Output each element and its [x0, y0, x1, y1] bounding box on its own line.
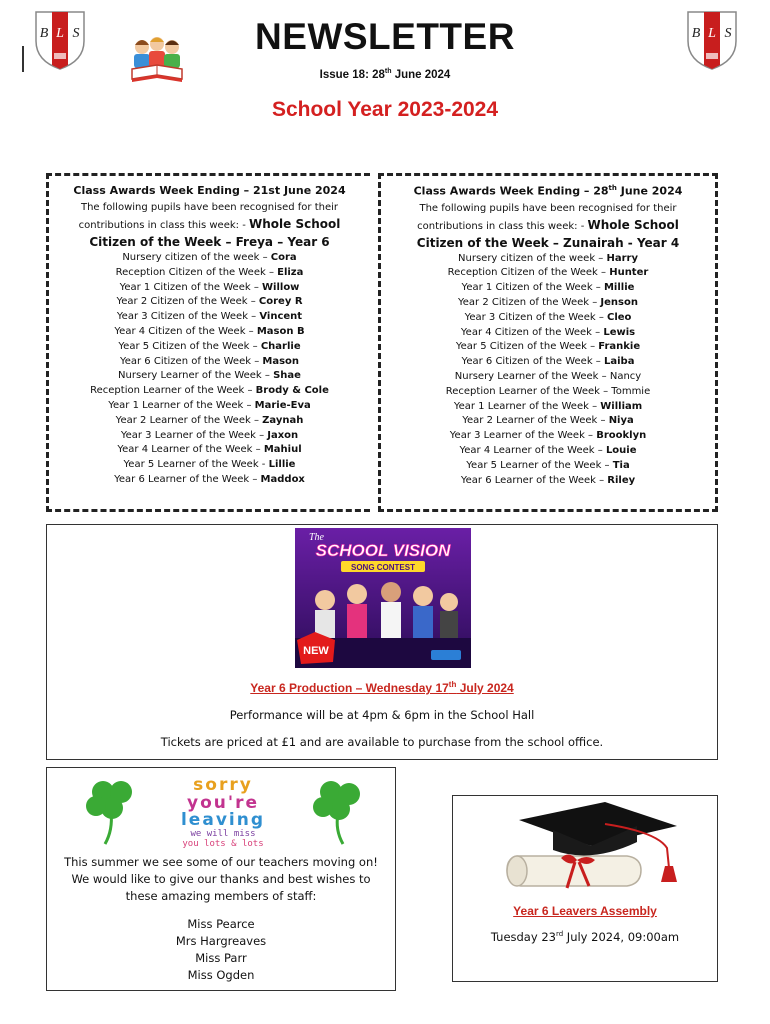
panel-intro-line-2: contributions in class this week: - Whole School [417, 217, 679, 232]
award-line: Year 1 Learner of the Week – William [453, 400, 643, 412]
whole-school-citizen: Citizen of the Week – Zunairah - Year 4 [416, 235, 680, 250]
svg-text:we will miss: we will miss [190, 829, 256, 839]
awards-panel-21-june [46, 173, 370, 512]
award-line: Year 1 Learner of the Week – Marie-Eva [108, 399, 311, 411]
shamrock-icon [86, 781, 132, 844]
svg-text:S: S [72, 26, 80, 41]
award-line: Year 6 Learner of the Week – Riley [460, 474, 636, 486]
svg-text:L: L [56, 26, 64, 41]
svg-text:SONG CONTEST: SONG CONTEST [350, 563, 416, 572]
award-line: Year 5 Learner of the Week – Tia [466, 459, 630, 471]
award-line: Year 1 Citizen of the Week – Millie [461, 282, 635, 294]
award-line: Year 5 Citizen of the Week – Charlie [118, 340, 301, 352]
panel-heading: Class Awards Week Ending – 21st June 2024 [73, 184, 346, 197]
award-line: Year 2 Learner of the Week – Niya [462, 415, 634, 427]
newsletter-title: NEWSLETTER [255, 16, 515, 57]
panel-heading: Class Awards Week Ending – 28th June 2024 [413, 184, 683, 198]
award-line: Year 6 Citizen of the Week – Laiba [461, 356, 635, 368]
awards-list [381, 252, 715, 489]
svg-text:leaving: leaving [180, 810, 266, 830]
award-line: Reception Learner of the Week – Tommie [445, 385, 651, 397]
award-line: Reception Citizen of the Week – Hunter [447, 267, 649, 279]
svg-text:you're: you're [187, 793, 259, 813]
school-year-heading: School Year 2023-2024 [271, 98, 499, 121]
production-heading: Year 6 Production – Wednesday 17th July 2024 [250, 680, 514, 695]
staff-name: Mrs Hargreaves [175, 934, 267, 948]
award-line: Year 4 Citizen of the Week – Lewis [460, 326, 636, 338]
graduation-cap-icon [477, 798, 697, 898]
issue-line: Issue 18: 28th June 2024 [319, 68, 451, 81]
award-line: Year 2 Citizen of the Week – Corey R [116, 296, 303, 308]
award-line: Year 6 Citizen of the Week – Mason [119, 355, 300, 367]
leaving-message: This summer we see some of our teachers moving on! We would like to give our thanks and best wishes to these amazing members of staff: [64, 855, 378, 903]
award-line: Year 2 Learner of the Week – Zaynah [115, 414, 304, 426]
award-line: Year 3 Learner of the Week – Brooklyn [449, 430, 647, 442]
svg-text:S: S [724, 26, 732, 41]
award-line: Year 2 Citizen of the Week – Jenson [457, 297, 638, 309]
performance-times: Performance will be at 4pm & 6pm in the School Hall [229, 708, 535, 722]
staff-list [47, 916, 395, 984]
assembly-date: Tuesday 23rd July 2024, 09:00am [490, 930, 680, 944]
award-line: Nursery Learner of the Week – Shae [118, 370, 301, 382]
sorry-youre-leaving-banner [83, 772, 363, 848]
svg-text:B: B [691, 26, 701, 41]
ticket-info: Tickets are priced at £1 and are available to purchase from the school office. [160, 735, 604, 749]
shamrock-icon [313, 781, 360, 844]
award-line: Year 3 Learner of the Week – Jaxon [120, 429, 299, 441]
award-line: Nursery citizen of the week – Harry [458, 252, 638, 264]
whole-school-citizen: Citizen of the Week – Freya – Year 6 [89, 235, 330, 249]
staff-name: Miss Parr [195, 951, 247, 965]
award-line: Nursery citizen of the week – Cora [122, 252, 297, 263]
assembly-heading: Year 6 Leavers Assembly [513, 904, 657, 918]
svg-text:SCHOOL VISION: SCHOOL VISION [315, 541, 451, 560]
svg-text:sorry: sorry [193, 775, 253, 795]
awards-panel-28-june [378, 173, 718, 512]
award-line: Reception Citizen of the Week – Eliza [115, 266, 304, 278]
panel-intro-line-2: contributions in class this week: - Whole School [78, 217, 341, 231]
panel-intro: The following pupils have been recognised for their [80, 202, 339, 213]
award-line: Year 4 Citizen of the Week – Mason B [114, 325, 305, 337]
panel-intro: The following pupils have been recognised for their [419, 202, 677, 214]
award-line: Year 1 Citizen of the Week – Willow [119, 281, 300, 293]
award-line: Year 5 Citizen of the Week – Frankie [455, 341, 641, 353]
leavers-assembly-box [452, 795, 718, 982]
staff-leaving-box [46, 767, 396, 991]
staff-name: Miss Ogden [187, 968, 255, 982]
svg-text:The: The [309, 532, 324, 543]
school-logo-right [684, 9, 740, 71]
award-line: Year 6 Learner of the Week – Maddox [114, 473, 305, 485]
production-box [46, 524, 718, 760]
award-line: Nursery Learner of the Week – Nancy [454, 371, 642, 383]
awards-list [49, 251, 370, 488]
svg-text:NEW: NEW [303, 645, 329, 657]
school-vision-poster [295, 528, 471, 668]
award-line: Reception Learner of the Week – Brody & Cole [90, 385, 329, 397]
svg-text:L: L [708, 26, 716, 41]
award-line: Year 4 Learner of the Week – Louie [459, 445, 637, 457]
staff-name: Miss Pearce [187, 917, 255, 931]
svg-text:B: B [39, 26, 49, 41]
svg-text:you lots & lots: you lots & lots [182, 839, 264, 848]
award-line: Year 5 Learner of the Week - Lillie [123, 459, 296, 471]
award-line: Year 4 Learner of the Week – Mahiul [117, 444, 302, 456]
award-line: Year 3 Citizen of the Week – Vincent [116, 311, 303, 323]
award-line: Year 3 Citizen of the Week – Cleo [464, 311, 632, 323]
